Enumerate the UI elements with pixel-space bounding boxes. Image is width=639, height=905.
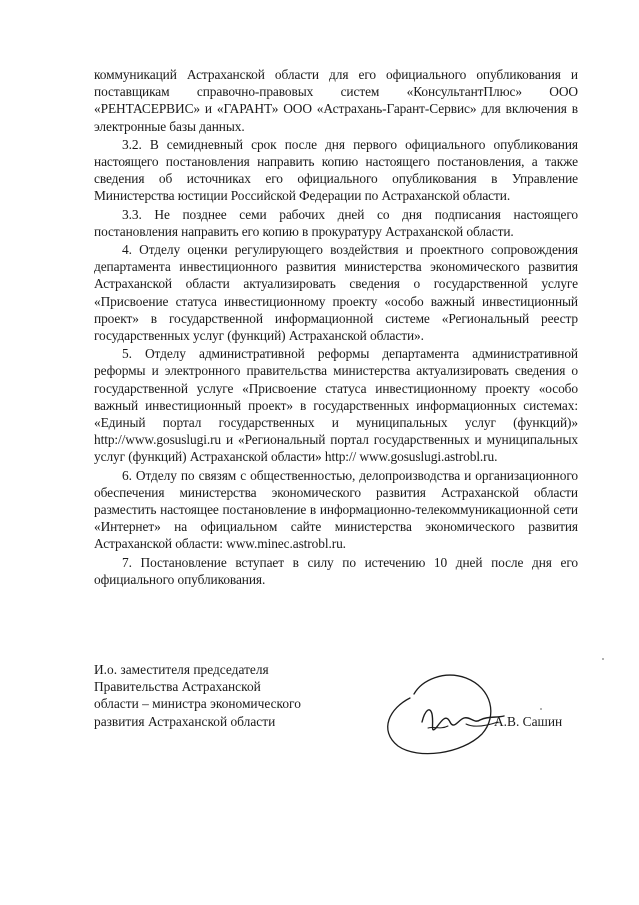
paragraph-7: 7. Постановление вступает в силу по истечению 10 дней после дня его официального опубликования. xyxy=(94,554,578,587)
paragraph-5: 5. Отделу административной реформы департамента административной реформы и электронного правительства министерства актуализировать сведения о государственной услуге «Присвоение статуса инвестиционному проекту «особо важный инвестиционный проект» в государственных информационных системах: «Единый портал государственных и муниципальных услуг (функций)» http://www.gosuslugi.ru и «Региональный портал государственных и муниципальных услуг (функций) Астраханской области» http:// www.gosuslugi.astrobl.ru. xyxy=(94,346,578,465)
signatory-title xyxy=(94,661,354,730)
paragraph-6: 6. Отделу по связям с общественностью, делопроизводства и организационного обеспечения министерства экономического развития Астраханской области разместить настоящее постановление в информационно-телекоммуникационной сети «Интернет» на официальном сайте министерства экономического развития Астраханской области: www.minec.astrobl.ru. xyxy=(94,467,578,552)
paragraph-3-3: 3.3. Не позднее семи рабочих дней со дня подписания настоящего постановления направить его копию в прокуратуру Астраханской области. xyxy=(94,206,578,239)
signatory-title-line: И.о. заместителя председателя xyxy=(94,662,269,677)
scan-speck xyxy=(540,708,542,710)
signatory-title-line: развития Астраханской области xyxy=(94,713,276,729)
paragraph-4: 4. Отделу оценки регулирующего воздействия и проектного сопровождения департамента инвестиционного развития министерства экономического развития Астраханской области актуализировать сведения о государственной услуге «Присвоение статуса инвестиционному проекту «особо важный инвестиционный проект» в государственной информационной системе «Региональный реестр государственных услуг (функций) Астраханской области». xyxy=(94,242,578,344)
scan-speck xyxy=(602,658,604,660)
document-body xyxy=(94,66,578,589)
signatory-title-line: Правительства Астраханской xyxy=(94,679,261,695)
signatory-name: А.В. Сашин xyxy=(494,714,563,729)
paragraph-3-2: 3.2. В семидневный срок после дня первого официального опубликования настоящего постановления направить копию настоящего постановления, а также сведения об источниках его официального опубликования в Управление Министерства юстиции Российской Федерации по Астраханской области. xyxy=(94,136,578,204)
paragraph-publication-continuation: коммуникаций Астраханской области для его официального опубликования и поставщикам справочно-правовых систем «КонсультантПлюс» ООО «РЕНТАСЕРВИС» и «ГАРАНТ» ООО «Астрахань-Гарант-Сервис» для включения в электронные базы данных. xyxy=(94,67,578,134)
signatory-title-line: области – министра экономического xyxy=(94,696,301,712)
